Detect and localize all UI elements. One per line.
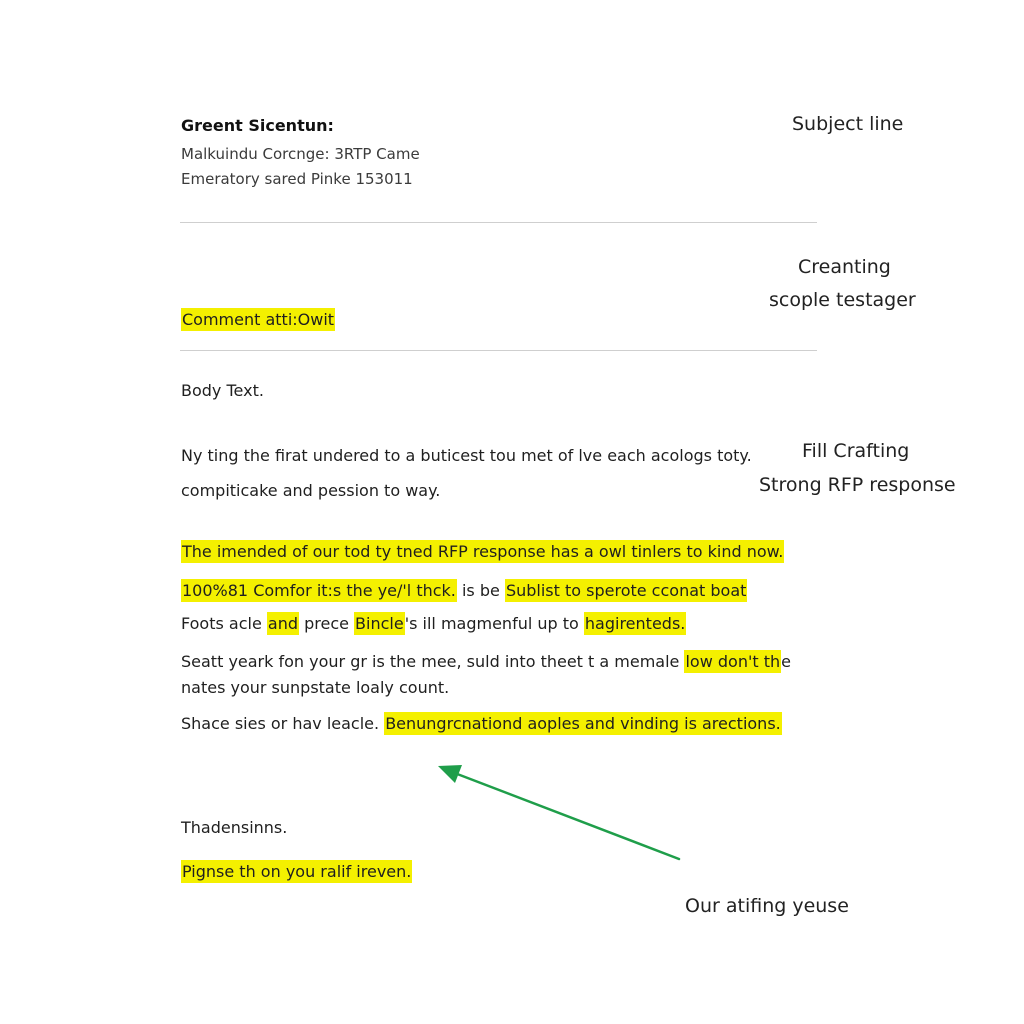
annotation-arrow-label: Our atifing yeuse — [685, 895, 849, 917]
annotation-crafting-line-2: Strong RFP response — [759, 474, 956, 496]
paragraph-4 — [181, 652, 791, 671]
closing-salutation: Thadensinns. — [181, 818, 288, 837]
annotation-scope-line-1: Creanting — [798, 256, 891, 278]
paragraph-3-text-c: 's ill magmenful up to — [404, 614, 584, 633]
sender-line-2: Emeratory sared Pinke 153011 — [181, 170, 413, 188]
paragraph-3-highlight-c: hagirenteds. — [584, 614, 686, 633]
body-label: Body Text. — [181, 381, 264, 400]
paragraph-4-text-end: e — [781, 652, 791, 671]
paragraph-4-highlight: low don't th — [685, 652, 781, 671]
annotation-crafting-line-1: Fill Crafting — [802, 440, 910, 462]
sender-name: Greent Sicentun: — [181, 116, 334, 135]
paragraph-3 — [181, 614, 686, 633]
paragraph-5 — [181, 714, 782, 733]
closing-signoff — [181, 862, 412, 881]
paragraph-2-highlight-a: 100%81 Comfor it:s the ye/'l thck. — [182, 581, 456, 600]
paragraph-2 — [181, 581, 747, 600]
paragraph-4-text: Seatt yeark fon your gr is the mee, suld into theet t a memale — [181, 652, 685, 671]
paragraph-3-text-b: prece — [299, 614, 355, 633]
paragraph-4-line-2: nates your sunpstate loaly count. — [181, 678, 450, 697]
paragraph-3-highlight-b: Bincle — [355, 614, 404, 633]
intro-line-1: Ny ting the firat undered to a buticest tou met of lve each acologs toty. — [181, 446, 752, 465]
paragraph-3-text-a: Foots acle — [181, 614, 267, 633]
annotation-arrow-head — [438, 765, 462, 783]
annotation-subject-line: Subject line — [792, 113, 904, 135]
paragraph-1-highlight: The imended of our tod ty tned RFP response has a owl tinlers to kind now. — [182, 542, 784, 561]
sender-line-1: Malkuindu Corcnge: 3RTP Came — [181, 145, 420, 163]
header-divider — [180, 222, 817, 223]
annotation-arrow-shaft — [452, 772, 679, 859]
paragraph-3-highlight-a: and — [267, 614, 298, 633]
comment-divider — [180, 350, 817, 351]
paragraph-2-text: is be — [456, 581, 505, 600]
comment-field-text: Comment atti:Owit — [182, 310, 335, 329]
paragraph-5-highlight: Benungrcnationd aoples and vinding is arections. — [385, 714, 781, 733]
comment-field[interactable] — [181, 310, 335, 329]
paragraph-5-text: Shace sies or hav leacle. — [181, 714, 385, 733]
paragraph-1 — [181, 542, 784, 561]
annotation-scope-line-2: scople testager — [769, 289, 916, 311]
intro-line-2: compiticake and pession to way. — [181, 481, 441, 500]
paragraph-2-highlight-b: Sublist to sperote cconat boat — [505, 581, 747, 600]
closing-signoff-highlight: Pignse th on you ralif ireven. — [182, 862, 412, 881]
